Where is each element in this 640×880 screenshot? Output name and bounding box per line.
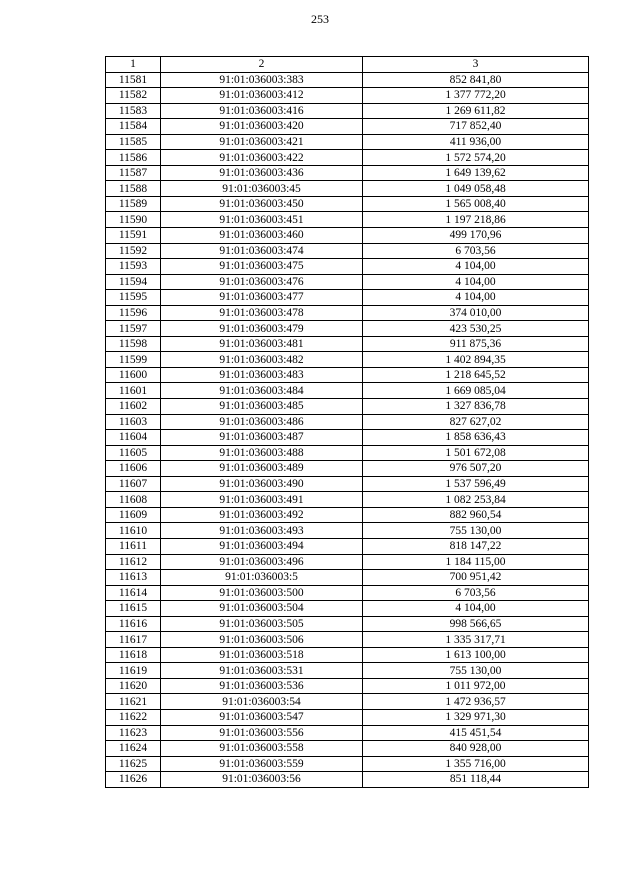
header-row [106, 57, 589, 73]
column-header-number: 1 [106, 57, 161, 73]
cadastral-number-cell: 91:01:036003:484 [161, 383, 363, 399]
table-row [106, 165, 589, 181]
cadastral-number-cell: 91:01:036003:558 [161, 741, 363, 757]
table-row [106, 492, 589, 508]
row-number-cell: 11602 [106, 399, 161, 415]
table-row [106, 538, 589, 554]
table-row [106, 290, 589, 306]
value-cell: 717 852,40 [363, 119, 589, 135]
row-number-cell: 11608 [106, 492, 161, 508]
row-number-cell: 11595 [106, 290, 161, 306]
table-row [106, 259, 589, 275]
value-cell: 6 703,56 [363, 585, 589, 601]
cadastral-number-cell: 91:01:036003:536 [161, 678, 363, 694]
table-row [106, 741, 589, 757]
row-number-cell: 11593 [106, 259, 161, 275]
value-cell: 840 928,00 [363, 741, 589, 757]
row-number-cell: 11621 [106, 694, 161, 710]
cadastral-number-cell: 91:01:036003:482 [161, 352, 363, 368]
cadastral-number-cell: 91:01:036003:45 [161, 181, 363, 197]
value-cell: 882 960,54 [363, 507, 589, 523]
value-cell: 1 501 672,08 [363, 445, 589, 461]
cadastral-number-cell: 91:01:036003:421 [161, 134, 363, 150]
table-row [106, 616, 589, 632]
value-cell: 1 197 218,86 [363, 212, 589, 228]
table-row [106, 72, 589, 88]
value-cell: 1 565 008,40 [363, 196, 589, 212]
value-cell: 374 010,00 [363, 305, 589, 321]
row-number-cell: 11598 [106, 336, 161, 352]
table-row [106, 305, 589, 321]
cadastral-number-cell: 91:01:036003:531 [161, 663, 363, 679]
value-cell: 1 669 085,04 [363, 383, 589, 399]
cadastral-number-cell: 91:01:036003:412 [161, 88, 363, 104]
cadastral-number-cell: 91:01:036003:488 [161, 445, 363, 461]
row-number-cell: 11620 [106, 678, 161, 694]
table-row [106, 445, 589, 461]
row-number-cell: 11622 [106, 709, 161, 725]
cadastral-number-cell: 91:01:036003:486 [161, 414, 363, 430]
cadastral-number-cell: 91:01:036003:460 [161, 228, 363, 244]
row-number-cell: 11616 [106, 616, 161, 632]
value-cell: 423 530,25 [363, 321, 589, 337]
row-number-cell: 11605 [106, 445, 161, 461]
page-number: 253 [311, 12, 329, 26]
table-row [106, 725, 589, 741]
value-cell: 1 649 139,62 [363, 165, 589, 181]
row-number-cell: 11606 [106, 461, 161, 477]
cadastral-number-cell: 91:01:036003:518 [161, 647, 363, 663]
value-cell: 1 537 596,49 [363, 476, 589, 492]
table-row [106, 274, 589, 290]
table-row [106, 414, 589, 430]
table-body [106, 72, 589, 787]
row-number-cell: 11617 [106, 632, 161, 648]
cadastral-number-cell: 91:01:036003:478 [161, 305, 363, 321]
table-row [106, 570, 589, 586]
row-number-cell: 11623 [106, 725, 161, 741]
row-number-cell: 11591 [106, 228, 161, 244]
table-row [106, 632, 589, 648]
cadastral-number-cell: 91:01:036003:490 [161, 476, 363, 492]
table-row [106, 134, 589, 150]
value-cell: 1 327 836,78 [363, 399, 589, 415]
table-row [106, 367, 589, 383]
cadastral-number-cell: 91:01:036003:547 [161, 709, 363, 725]
value-cell: 755 130,00 [363, 523, 589, 539]
cadastral-number-cell: 91:01:036003:450 [161, 196, 363, 212]
table-row [106, 678, 589, 694]
row-number-cell: 11587 [106, 165, 161, 181]
value-cell: 911 875,36 [363, 336, 589, 352]
cadastral-number-cell: 91:01:036003:416 [161, 103, 363, 119]
row-number-cell: 11618 [106, 647, 161, 663]
value-cell: 1 613 100,00 [363, 647, 589, 663]
row-number-cell: 11624 [106, 741, 161, 757]
row-number-cell: 11603 [106, 414, 161, 430]
cadastral-number-cell: 91:01:036003:479 [161, 321, 363, 337]
value-cell: 827 627,02 [363, 414, 589, 430]
row-number-cell: 11609 [106, 507, 161, 523]
row-number-cell: 11601 [106, 383, 161, 399]
cadastral-number-cell: 91:01:036003:500 [161, 585, 363, 601]
value-cell: 1 377 772,20 [363, 88, 589, 104]
cadastral-number-cell: 91:01:036003:485 [161, 399, 363, 415]
value-cell: 1 355 716,00 [363, 756, 589, 772]
cadastral-number-cell: 91:01:036003:559 [161, 756, 363, 772]
value-cell: 700 951,42 [363, 570, 589, 586]
table-row [106, 709, 589, 725]
table-row [106, 399, 589, 415]
cadastral-number-cell: 91:01:036003:505 [161, 616, 363, 632]
table-row [106, 430, 589, 446]
table-row [106, 694, 589, 710]
value-cell: 411 936,00 [363, 134, 589, 150]
value-cell: 851 118,44 [363, 772, 589, 788]
value-cell: 1 082 253,84 [363, 492, 589, 508]
column-header-cadastral-number: 2 [161, 57, 363, 73]
row-number-cell: 11581 [106, 72, 161, 88]
table-row [106, 383, 589, 399]
row-number-cell: 11586 [106, 150, 161, 166]
table-row [106, 772, 589, 788]
cadastral-number-cell: 91:01:036003:451 [161, 212, 363, 228]
row-number-cell: 11610 [106, 523, 161, 539]
row-number-cell: 11582 [106, 88, 161, 104]
cadastral-number-cell: 91:01:036003:56 [161, 772, 363, 788]
table-row [106, 196, 589, 212]
cadastral-number-cell: 91:01:036003:493 [161, 523, 363, 539]
row-number-cell: 11583 [106, 103, 161, 119]
cadastral-number-cell: 91:01:036003:481 [161, 336, 363, 352]
table-row [106, 507, 589, 523]
row-number-cell: 11625 [106, 756, 161, 772]
cadastral-number-cell: 91:01:036003:477 [161, 290, 363, 306]
row-number-cell: 11615 [106, 601, 161, 617]
row-number-cell: 11611 [106, 538, 161, 554]
table-header [106, 57, 589, 73]
cadastral-number-cell: 91:01:036003:492 [161, 507, 363, 523]
table-row [106, 212, 589, 228]
value-cell: 4 104,00 [363, 290, 589, 306]
cadastral-value-table [105, 56, 589, 788]
row-number-cell: 11590 [106, 212, 161, 228]
row-number-cell: 11604 [106, 430, 161, 446]
row-number-cell: 11612 [106, 554, 161, 570]
table-row [106, 523, 589, 539]
row-number-cell: 11592 [106, 243, 161, 259]
row-number-cell: 11584 [106, 119, 161, 135]
value-cell: 6 703,56 [363, 243, 589, 259]
value-cell: 1 329 971,30 [363, 709, 589, 725]
column-header-value: 3 [363, 57, 589, 73]
table-row [106, 88, 589, 104]
value-cell: 1 335 317,71 [363, 632, 589, 648]
cadastral-number-cell: 91:01:036003:5 [161, 570, 363, 586]
cadastral-number-cell: 91:01:036003:54 [161, 694, 363, 710]
cadastral-number-cell: 91:01:036003:383 [161, 72, 363, 88]
row-number-cell: 11614 [106, 585, 161, 601]
row-number-cell: 11600 [106, 367, 161, 383]
cadastral-number-cell: 91:01:036003:491 [161, 492, 363, 508]
row-number-cell: 11626 [106, 772, 161, 788]
value-cell: 1 472 936,57 [363, 694, 589, 710]
cadastral-number-cell: 91:01:036003:496 [161, 554, 363, 570]
cadastral-number-cell: 91:01:036003:506 [161, 632, 363, 648]
value-cell: 1 858 636,43 [363, 430, 589, 446]
row-number-cell: 11597 [106, 321, 161, 337]
cadastral-number-cell: 91:01:036003:487 [161, 430, 363, 446]
value-cell: 4 104,00 [363, 601, 589, 617]
cadastral-number-cell: 91:01:036003:489 [161, 461, 363, 477]
table-row [106, 336, 589, 352]
value-cell: 499 170,96 [363, 228, 589, 244]
value-cell: 1 218 645,52 [363, 367, 589, 383]
row-number-cell: 11585 [106, 134, 161, 150]
value-cell: 4 104,00 [363, 259, 589, 275]
cadastral-number-cell: 91:01:036003:556 [161, 725, 363, 741]
cadastral-number-cell: 91:01:036003:504 [161, 601, 363, 617]
value-cell: 998 566,65 [363, 616, 589, 632]
table-row [106, 103, 589, 119]
row-number-cell: 11613 [106, 570, 161, 586]
cadastral-number-cell: 91:01:036003:474 [161, 243, 363, 259]
value-cell: 818 147,22 [363, 538, 589, 554]
table-row [106, 119, 589, 135]
table-row [106, 585, 589, 601]
value-cell: 1 572 574,20 [363, 150, 589, 166]
table-row [106, 476, 589, 492]
table-row [106, 243, 589, 259]
table-row [106, 352, 589, 368]
table-row [106, 150, 589, 166]
table-row [106, 228, 589, 244]
value-cell: 1 049 058,48 [363, 181, 589, 197]
value-cell: 4 104,00 [363, 274, 589, 290]
table-row [106, 756, 589, 772]
value-cell: 976 507,20 [363, 461, 589, 477]
cadastral-number-cell: 91:01:036003:494 [161, 538, 363, 554]
cadastral-number-cell: 91:01:036003:475 [161, 259, 363, 275]
cadastral-number-cell: 91:01:036003:483 [161, 367, 363, 383]
table-row [106, 181, 589, 197]
cadastral-number-cell: 91:01:036003:422 [161, 150, 363, 166]
cadastral-number-cell: 91:01:036003:476 [161, 274, 363, 290]
row-number-cell: 11596 [106, 305, 161, 321]
row-number-cell: 11588 [106, 181, 161, 197]
row-number-cell: 11599 [106, 352, 161, 368]
value-cell: 1 269 611,82 [363, 103, 589, 119]
row-number-cell: 11607 [106, 476, 161, 492]
value-cell: 1 184 115,00 [363, 554, 589, 570]
table-row [106, 663, 589, 679]
table-row [106, 461, 589, 477]
table-row [106, 321, 589, 337]
value-cell: 415 451,54 [363, 725, 589, 741]
table-row [106, 647, 589, 663]
value-cell: 1 402 894,35 [363, 352, 589, 368]
table-row [106, 601, 589, 617]
row-number-cell: 11594 [106, 274, 161, 290]
table-row [106, 554, 589, 570]
row-number-cell: 11589 [106, 196, 161, 212]
value-cell: 755 130,00 [363, 663, 589, 679]
cadastral-number-cell: 91:01:036003:420 [161, 119, 363, 135]
row-number-cell: 11619 [106, 663, 161, 679]
value-cell: 852 841,80 [363, 72, 589, 88]
cadastral-number-cell: 91:01:036003:436 [161, 165, 363, 181]
value-cell: 1 011 972,00 [363, 678, 589, 694]
